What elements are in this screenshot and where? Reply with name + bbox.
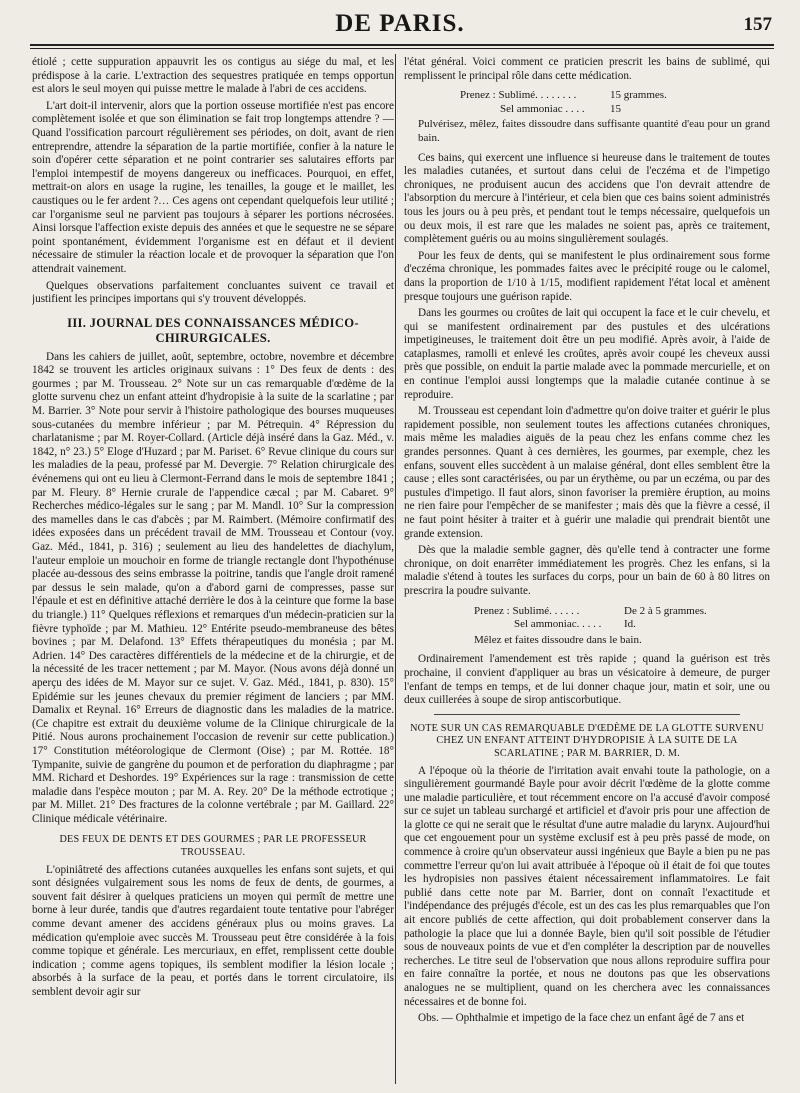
section-heading: III. JOURNAL DES CONNAISSANCES MÉDICO-CHIRURGICALES.	[67, 315, 359, 345]
paragraph: L'opiniâtreté des affections cutanées auxquelles les enfans sont sujets, et qui sont désignées vulgairement sous les noms de feux de dents, de gourmes, a souvent fait désirer à quelques praticiens un moyen qui permît de mettre une borne à leur durée, tandis que d'autres regardaient toute tentative pour l'abréger comme devant amener des accidens généraux plus ou moins graves. La médication qu'emploie avec succès M. Trousseau peut être considérée à la fois comme topique et générale. Les mercuriaux, en effet, remplissent cette double indication ; comme agens topiques, ils semblent modifier la lésion locale ; absorbés à la surface de la peau, et portés dans le torrent circulatoire, ils semblent devoir agir sur	[32, 863, 394, 998]
prescription	[404, 605, 770, 648]
prescription-label: Prenez : Sublimé. . . . . .	[474, 604, 580, 617]
prescription-label: Prenez : Sublimé. . . . . . . .	[460, 89, 577, 102]
paragraph: Quelques observations parfaitement concluantes suivent ce travail et justifient les principes importans qui s'y trouvent développés.	[32, 279, 394, 306]
prescription-value: 15	[610, 102, 621, 115]
paragraph: Dès que la maladie semble gagner, dès qu'elle tend à contracter une forme chronique, on doit enarrêter immédiatement les progrès. Chez les enfans, si la maladie s'étend à toutes les surfaces du corps, pour un bain de 60 à 80 litres on prescrira la poudre suivante.	[404, 544, 770, 597]
column-divider	[395, 54, 396, 1084]
paragraph: Ces bains, qui exercent une influence si heureuse dans le traitement de toutes les maladies cutanées, et surtout dans celui de l'eczéma et de l'impetigo chroniques, ne produisent aucun des accidens que l'on devrait attendre de l'absorption du mercure à l'intérieur, et cela bien que ces bains soient administrés tous les jours ou à peu près, et pendant tout le temps nécessaire, quelquefois un ou deux mois, il est rare que les malades ne soient pas, après ce traitement, complètement guéris ou au moins singulièrement soulagés.	[404, 151, 770, 246]
header-rule	[30, 44, 774, 49]
prescription-note: Pulvérisez, mêlez, faites dissoudre dans suffisante quantité d'eau pour un grand bain.	[418, 118, 770, 144]
paragraph: l'état général. Voici comment ce praticien prescrit les bains de sublimé, qui remplissent le principal rôle dans cette médication.	[404, 56, 770, 82]
prescription	[404, 89, 770, 145]
prescription-value: Id.	[624, 618, 636, 631]
paragraph: A l'époque où la théorie de l'irritation avait envahi toute la pathologie, on a singulièrement gourmandé Bayle pour avoir décrit l'œdème de la glotte comme une maladie particulière, et tout récemment encore on l'a accusé d'avoir composé sur ce sujet un tableau surchargé et artificiel et d'avoir pris pour une affection de la glotte ce qui ne serait que le résultat d'une autre maladie du larynx. Aujourd'hui que cet engouement pour un système exclusif est à peu près passé de mode, on commence à croire qu'un observateur aussi ingénieux que Bayle a bien pu ne pas commettre l'erreur qu'on lui avait attribuée à l'époque où il était de foi que toutes les hydropisies non passives étaient nécessairement inflammatoires. Le fait publié dans cette note par M. Barrier, dont on connaît l'exactitude et l'indépendance des préjugés d'école, est un des cas les plus remarquables que l'on ait encore publiés de cette affection, qui doit probablement conserver dans la pathologie la place que lui a donnée Bayle, bien qu'il soit possible de l'étudier sous de nouveaux points de vue et d'en compléter la description par de nouvelles recherches. Le titre seul de l'observation que nous allons reproduire suffira pour en faire connaître la portée, et nous ne doutons pas que les observations analogues ne se multiplient, quand on les cherchera avec les connaissances nécessaires et de bonne foi.	[404, 764, 770, 1008]
separator-rule	[434, 714, 740, 715]
page-header	[0, 0, 800, 44]
right-column	[404, 56, 770, 1081]
prescription-value: 15 grammes.	[610, 89, 667, 102]
paragraph: Ordinairement l'amendement est très rapide ; quand la guérison est très prochaine, il convient d'appliquer au bras un vésicatoire à demeure, de purger l'enfant de temps en temps, et de lui donner chaque jour, matin et soir, une ou deux cuillerées à soupe de sirop antiscorbutique.	[404, 653, 770, 707]
paragraph: Pour les feux de dents, qui se manifestent le plus ordinairement sous forme d'eczéma chronique, les pommades faites avec le précipité rouge ou le calomel, dans la proportion de 1/10 à 1/15, modifient rapidement l'état local et amènent presque toujours une guérison rapide.	[404, 249, 770, 303]
paragraph: L'art doit-il intervenir, alors que la portion osseuse mortifiée n'est pas encore complètement isolée et que son élimination se fait trop longtemps attendre ? — Quand l'ossification parcourt régulièrement ses périodes, on doit, avant de rien entreprendre, attendre la séparation de la partie mortifiée, confier à la nature le soin d'opérer cette séparation et ne point contrarier ses salutaires efforts par l'emploi intempestif de moyens dangereux ou inefficaces. Pourquoi, en effet, mettrait-on alors en usage la rugine, les tenailles, la gouge et le maillet, les caustiques ou le fer ardent ?… Ces agens ont cependant quelquefois leur utilité ; car l'organisme seul ne parvient pas toujours à séparer les portions nécrosées. Ainsi lorsque l'affection existe depuis des années et que le sequestre ne se sépare point spontanément, évidemment l'organisme est en défaut et il devient nécessaire de stimuler la réaction locale et de provoquer la séparation que l'on attendrait vainement.	[32, 99, 394, 275]
paragraph: étiolé ; cette suppuration appauvrit les os contigus au siége du mal, et les prédispose à la carie. L'extraction des sequestres pratiquée en temps opportun est alors le seul moyen qui puisse mettre le malade à l'abri de ces accidens.	[32, 56, 394, 96]
left-column	[32, 56, 394, 1081]
prescription-note: Mêlez et faites dissoudre dans le bain.	[474, 633, 642, 646]
paragraph: Obs. — Ophthalmie et impetigo de la face chez un enfant âgé de 7 ans et	[418, 1012, 745, 1025]
prescription-label: Sel ammoniac. . . . .	[514, 618, 602, 631]
paragraph: Dans les gourmes ou croûtes de lait qui occupent la face et le cuir chevelu, et qui se manifestent ordinairement par des pustules et des ulcérations impetigineuses, le traitement doit être un peu modifié. Après avoir, à l'aide de cataplasmes, ramolli et enlevé les croûtes, après avoir coupé les cheveux aussi près que possible, on enduit la partie malade avec la pommade mercurielle, et on en continue l'emploi aussi longtemps que la maladie cutanée continue à se reproduire.	[404, 307, 770, 401]
paragraph: M. Trousseau est cependant loin d'admettre qu'on doive traiter et guérir le plus rapidement possible, non seulement toutes les affections cutanées chroniques, mais même les maladies aiguës de la peau chez les enfans comme chez les grandes personnes. Quant à ces dernières, les gourmes, par exemple, chez les enfans, souvent elles succèdent à un malaise général, dont elles semblent être la cause ; elles sont caractérisées, ou par un érythème, ou par un eczéma, ou par des pustules d'impetigo. Il faut alors, sinon favoriser la première éruption, au moins ne rien faire pour l'empêcher de se manifester ; mais dès que la fièvre a cessé, il ne faut point hésiter à traiter et à guérir une maladie qui prendrait bientôt une grande extension.	[404, 405, 770, 540]
page-number: 157	[743, 14, 772, 35]
prescription-label: Sel ammoniac . . . .	[500, 102, 585, 115]
prescription-value: De 2 à 5 grammes.	[624, 604, 707, 617]
running-title: DE PARIS.	[335, 10, 465, 37]
article-heading: NOTE SUR UN CAS REMARQUABLE D'ŒDÈME DE LA GLOTTE SURVENU CHEZ UN ENFANT ATTEINT D'HYDROPISIE À LA SUITE DE LA SCARLATINE ; PAR M. BARRIER, D. M.	[410, 722, 764, 759]
paragraph: Dans les cahiers de juillet, août, septembre, octobre, novembre et décembre 1842 se trouvent les articles originaux suivans : 1° Des feux de dents : des gourmes ; par M. Trousseau. 2° Note sur un cas remarquable d'œdème de la glotte survenu chez un enfant atteint d'hydropisie à la suite de la scarlatine ; par M. Barrier. 3° Note pour servir à l'histoire pathologique des bourses muqueuses sous-cutanées du membre inférieur ; par M. Pétrequin. 4° Répression du charlatanisme ; par M. Royer-Collard. (Article déjà inséré dans la Gaz. Méd., v. 1842, n° 23.) 5° Eloge d'Huzard ; par M. Pariset. 6° Revue clinique du cours sur les maladies de la peau, professé par M. Devergie. 7° Relation chirurgicale des événemens qui ont eu lieu à Clermont-Ferrand dans le mois de septembre 1841 ; par M. Fleury. 8° Hernie crurale de l'appendice cæcal ; par M. Cabaret. 9° Recherches médico-légales sur le sang ; par M. Mandl. 10° Sur la compression des mamelles dans le cas d'abcès ; par M. Raimbert. (Mémoire confirmatif des idées exposées dans un précédent travail de MM. Trousseau et Contour (voy. Gaz. Méd., 1841, p. 316) ; seulement au lieu des handelettes de diachylum, l'auteur emploie un mouchoir en forme de triangle rectangle dont l'hypothénuse placée au-dessous des seins embrasse la poitrine, tandis que l'angle droit ramené par dessus le sein malade, qu'on a d'abord garni de compresses, passe sur l'épaule et est en définitive attaché derrière le dos à la ceinture que forme la base du triangle.) 11° Quelques réflexions et remarques d'un médecin-praticien sur la fièvre typhoïde ; par M. Mathieu. 12° Entérite pseudo-membraneuse des bêtes bovines ; par M. Delafond. 13° Effets thérapeutiques du monésia ; par M. Adrien. 14° Des caractères différentiels de la médecine et de la chirurgie, et de la nécessité de les tracer nettement ; par M. Mayor. (Nous avons déjà donné un aperçu des idées de M. Mayor sur ce sujet. V. Gaz. Méd., 1841, p. 830). 15° Epidémie sur les jeunes chevaux du premier régiment de lanciers ; par MM. Damalix et Reynal. 16° Erreurs de diagnostic dans les maladies de la matrice. (Ce chapitre est extrait du deuxième volume de la Clinique chirurgicale de la Pitié. Nous aurons prochainement l'occasion de revenir sur cette publication.) 17° Constitution météorologique de Clermont (Oise) ; par M. Rottée. 18° Tympanite, suivie de gangrène du poumon et de perforation du diaphragme ; par MM. Richard et Deshordes. 19° Expériences sur la rage : transmission de cette maladie dans l'espèce mouton ; par M. A. Rey. 20° De la méthode ectrotique ; par M. Millet. 21° Des fractures de la colonne vertébrale ; par M. Gaillard. 22° Clinique médicale vétérinaire.	[32, 350, 394, 825]
article-heading: DES FEUX DE DENTS ET DES GOURMES ; PAR LE PROFESSEUR TROUSSEAU.	[59, 834, 367, 859]
